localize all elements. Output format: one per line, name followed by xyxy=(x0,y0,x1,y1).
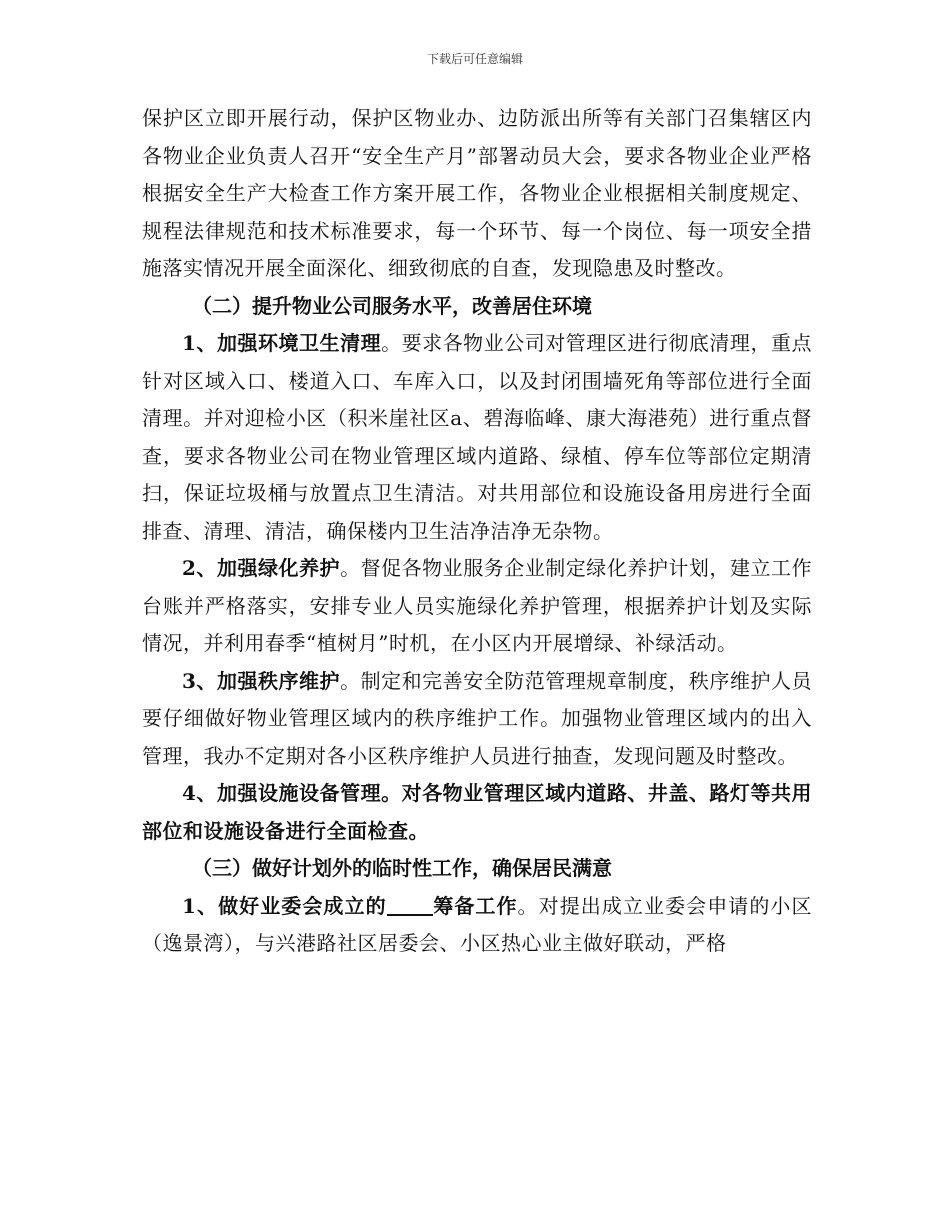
item-title: 2、加强绿化养护 xyxy=(182,556,341,580)
item-title-a: 1、做好业委会成立的 xyxy=(182,893,387,918)
item-owners-committee xyxy=(142,888,812,963)
item-text: 。要求各物业公司对管理区进行彻底清理，重点针对区域入口、楼道入口、车库入口，以及封闭围墙死角等部位进行全面清理。并对迎检小区（积米崖社区a、碧海临峰、康大海港苑）进行重点督查，要求各物业公司在物业管理区域内道路、绿植、停车位等部位定期清扫，保证垃圾桶与放置点卫生清洁。对共用部位和设施设备用房进行全面排查、清理、清洁，确保楼内卫生洁净洁净无杂物。 xyxy=(142,331,812,543)
item-title: 3、加强秩序维护 xyxy=(182,668,341,693)
item-title-b: 筹备工作 xyxy=(432,893,518,918)
page-header: 下载后可任意编辑 xyxy=(426,52,523,66)
blank-underline xyxy=(387,896,433,916)
item-text: 。督促各物业服务企业制定绿化养护计划，建立工作台账并严格落实，安排专业人员实施绿化养护管理，根据养护计划及实际情况，并利用春季“植树月”时机，在小区内开展增绿、补绿活动。 xyxy=(142,556,813,655)
item-environment-cleaning xyxy=(142,325,812,550)
paragraph-safety-month: 保护区立即开展行动，保护区物业办、边防派出所等有关部门召集辖区内各物业企业负责人召开“安全生产月”部署动员大会，要求各物业企业严格根据安全生产大检查工作方案开展工作，各物业企业根据相关制度规定、规程法律规范和技术标准要求，每一个环节、每一个岗位、每一项安全措施落实情况开展全面深化、细致彻底的自查，发现隐患及时整改。 xyxy=(142,106,812,280)
document-body xyxy=(142,100,812,963)
item-greening xyxy=(142,550,812,663)
item-text: 。对提出成立业委会申请的小区（逸景湾），与兴港路社区居委会、小区热心业主做好联动，严格 xyxy=(142,893,813,955)
item-order-maintenance xyxy=(142,663,812,776)
item-title: 1、加强环境卫生清理 xyxy=(182,331,382,355)
item-text: 。制定和完善安全防范管理规章制度，秩序维护人员要仔细做好物业管理区域内的秩序维护工作。加强物业管理区域内的出入管理，我办不定期对各小区秩序维护人员进行抽查，发现问题及时整改。 xyxy=(142,668,813,768)
section-heading-3: （三）做好计划外的临时性工作，确保居民满意 xyxy=(192,856,612,880)
item-facility-management: 4、加强设施设备管理。对各物业管理区域内道路、井盖、路灯等共用部位和设施设备进行全面检查。 xyxy=(142,781,812,843)
section-heading-2: （二）提升物业公司服务水平，改善居住环境 xyxy=(192,293,592,318)
